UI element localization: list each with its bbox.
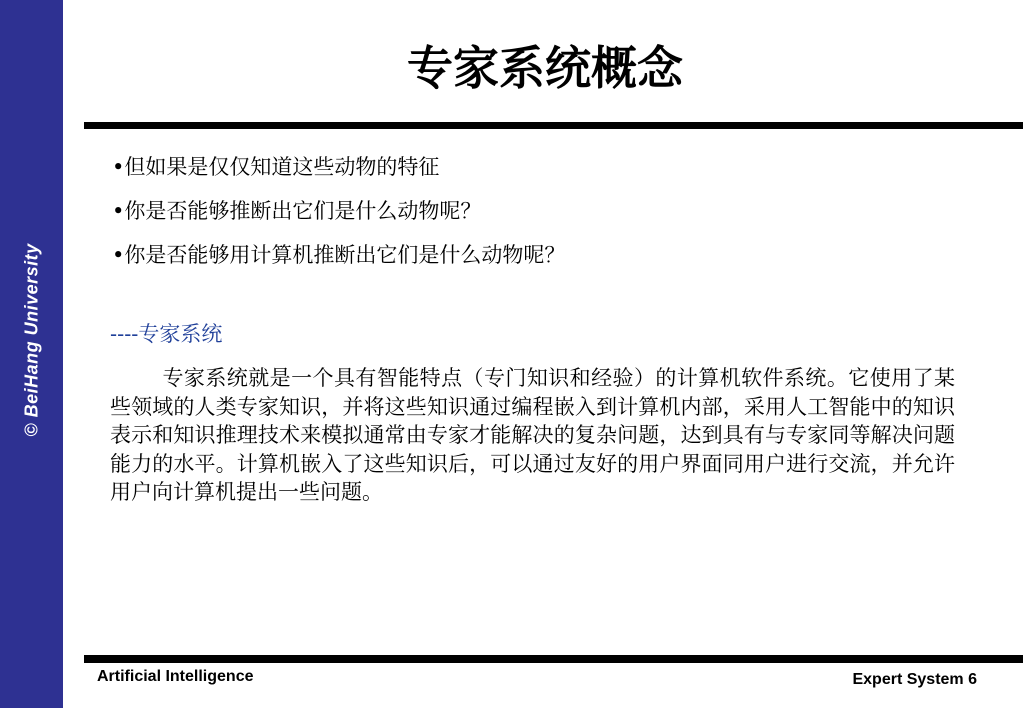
bullet-list: [112, 145, 565, 277]
footer-page-label: Expert System 6: [852, 671, 977, 688]
sidebar-copyright-label: © BeiHang University: [21, 243, 42, 437]
footer-course-label: Artificial Intelligence: [97, 668, 254, 685]
bullet-item: •但如果是仅仅知道这些动物的特征: [112, 155, 440, 179]
title-divider: [84, 122, 1023, 129]
bullet-item: •你是否能够推断出它们是什么动物呢？: [112, 199, 482, 223]
bullet-item: •你是否能够用计算机推断出它们是什么动物呢？: [112, 243, 566, 267]
section-subheading: ----专家系统: [110, 322, 223, 346]
footer-divider: [84, 655, 1023, 663]
definition-paragraph: 专家系统就是一个具有智能特点（专门知识和经验）的计算机软件系统。它使用了某些领域的人类专家知识，并将这些知识通过编程嵌入到计算机内部，采用人工智能中的知识表示和知识推理技术来模拟通常由专家才能解决的复杂问题，达到具有与专家同等解决问题能力的水平。计算机嵌入了这些知识后，可以通过友好的用户界面同用户进行交流，并允许用户向计算机提出一些问题。: [110, 366, 955, 505]
sidebar-band: [0, 0, 63, 708]
slide-title: 专家系统概念: [407, 41, 683, 95]
